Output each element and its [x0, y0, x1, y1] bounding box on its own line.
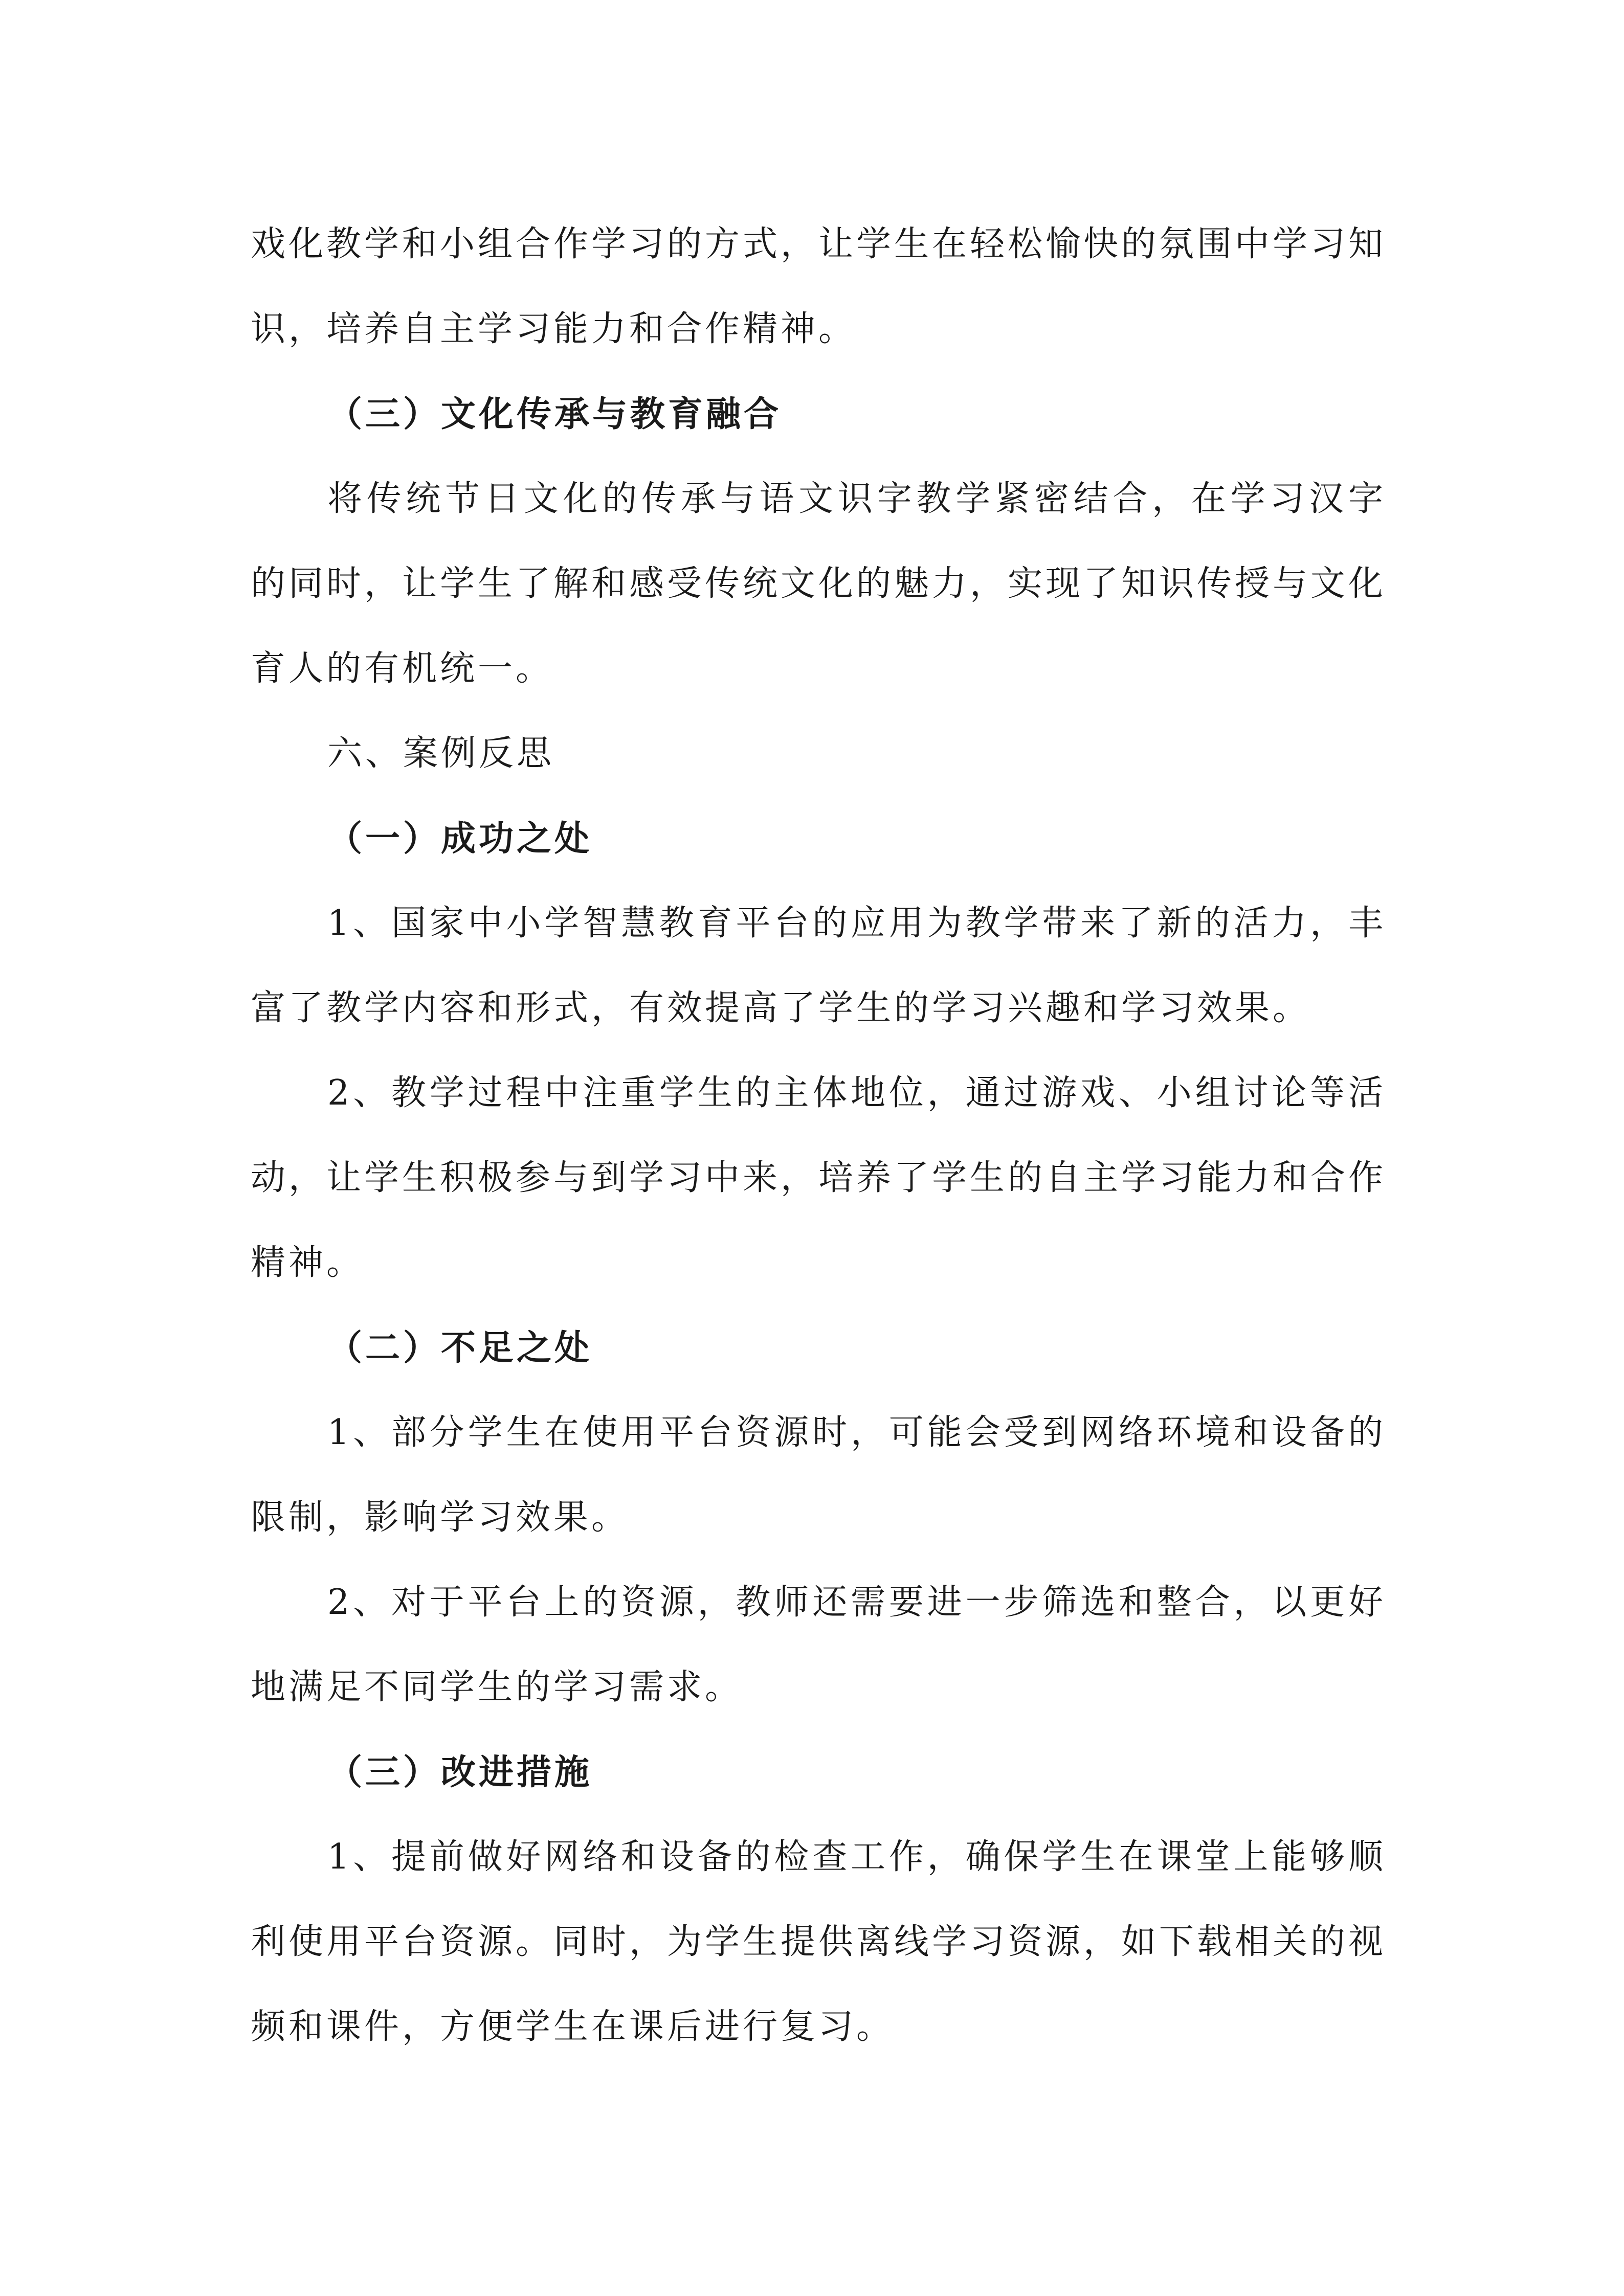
heading-improvements: （三）改进措施 — [327, 1752, 593, 1793]
paragraph-shortcoming-2: 2、对于平台上的资源，教师还需要进一步筛选和整合，以更好地满足不同学生的学习需求。 — [251, 1582, 1386, 1707]
heading-successes: （一）成功之处 — [327, 818, 593, 859]
paragraph-success-1: 1、国家中小学智慧教育平台的应用为教学带来了新的活力，丰富了教学内容和形式，有效提高了学生的学习兴趣和学习效果。 — [251, 903, 1386, 1028]
paragraph-success-2: 2、教学过程中注重学生的主体地位，通过游戏、小组讨论等活动，让学生积极参与到学习中来，培养了学生的自主学习能力和合作精神。 — [251, 1073, 1387, 1283]
heading-shortcomings: （二）不足之处 — [327, 1327, 593, 1368]
paragraph-continued: 戏化教学和小组合作学习的方式，让学生在轻松愉快的氛围中学习知识，培养自主学习能力和合作精神。 — [251, 224, 1387, 349]
paragraph-shortcoming-1: 1、部分学生在使用平台资源时，可能会受到网络环境和设备的限制，影响学习效果。 — [251, 1412, 1386, 1538]
paragraph-improvement-1: 1、提前做好网络和设备的检查工作，确保学生在课堂上能够顺利使用平台资源。同时，为学生提供离线学习资源，如下载相关的视频和课件，方便学生在课后进行复习。 — [251, 1837, 1387, 2047]
paragraph-culture-integration: 将传统节日文化的传承与语文识字教学紧密结合，在学习汉字的同时，让学生了解和感受传统文化的魅力，实现了知识传授与文化育人的有机统一。 — [251, 479, 1387, 689]
heading-culture-integration: （三）文化传承与教育融合 — [327, 394, 782, 435]
document-body — [251, 202, 1386, 2069]
heading-case-reflection: 六、案例反思 — [327, 733, 555, 774]
